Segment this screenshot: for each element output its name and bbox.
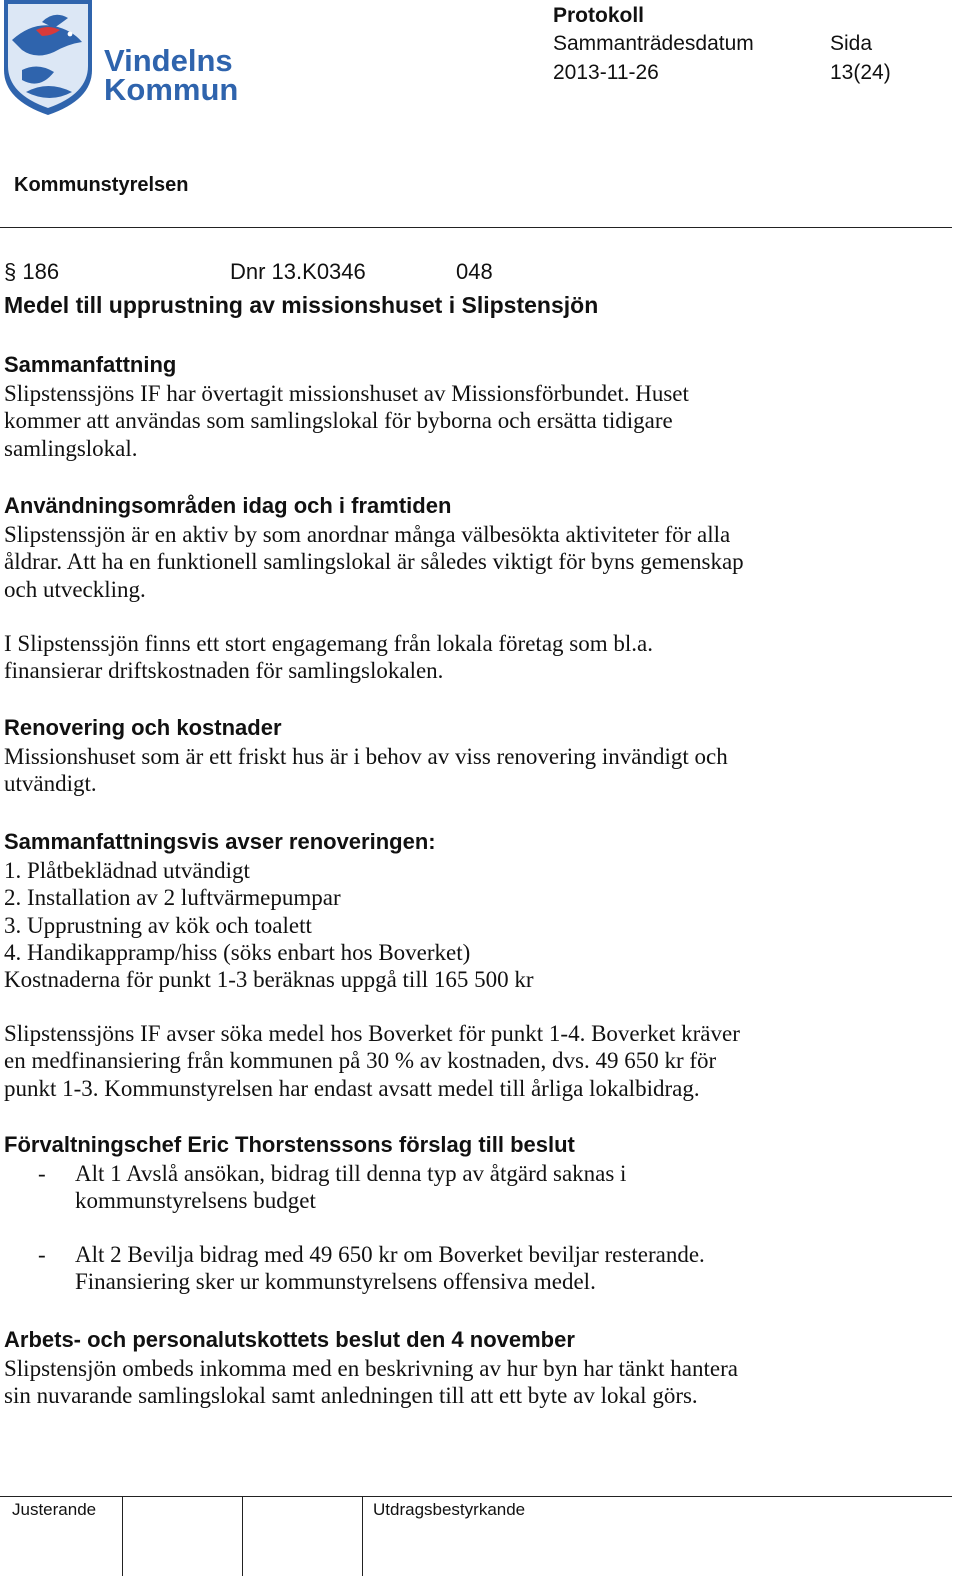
diary-number: Dnr 13.K0346	[230, 259, 366, 284]
footer-cell-divider	[122, 1496, 123, 1576]
alternative-2	[0, 1241, 960, 1301]
case-title: Medel till upprustning av missionshuset i Slipstensjön	[4, 292, 599, 318]
usage-line: och utveckling.	[4, 576, 146, 602]
renovation-line: utvändigt.	[4, 771, 97, 797]
renovation-list-heading: Sammanfattningsvis avser renoveringen:	[4, 829, 436, 854]
decision-text	[4, 1355, 738, 1410]
alternative-line: Alt 1 Avslå ansökan, bidrag till denna typ av åtgärd saknas i	[75, 1161, 627, 1186]
decision-heading: Arbets- och personalutskottets beslut den 4 november	[4, 1327, 575, 1352]
usage-line: åldrar. Att ha en funktionell samlingslokal är således viktigt för byns gemenskap	[4, 549, 744, 575]
coat-of-arms-icon	[2, 0, 94, 116]
alternative-1	[0, 1160, 960, 1220]
document-type: Protokoll	[553, 4, 645, 27]
logo-line-1: Vindelns	[104, 43, 233, 78]
summary-text	[4, 380, 689, 462]
committee-name: Kommunstyrelsen	[14, 174, 189, 196]
usage-text	[4, 521, 744, 603]
renovation-line: Missionshuset som är ett friskt hus är i behov av viss renovering invändigt och	[4, 744, 728, 769]
list-item: 4. Handikappramp/hiss (söks enbart hos Boverket)	[4, 939, 471, 965]
proposal-heading: Förvaltningschef Eric Thorstenssons förslag till beslut	[4, 1132, 575, 1157]
meeting-date-value: 2013-11-26	[553, 61, 659, 84]
decision-line: Slipstensjön ombeds inkomma med en beskrivning av hur byn har tänkt hantera	[4, 1356, 738, 1381]
page-label: Sida	[830, 32, 873, 55]
footer-cell-divider	[362, 1496, 363, 1576]
footer-divider	[0, 1496, 952, 1497]
funding-line: en medfinansiering från kommunen på 30 % av kostnaden, dvs. 49 650 kr för	[4, 1048, 717, 1074]
paragraph-number: § 186	[4, 259, 60, 284]
usage-heading: Användningsområden idag och i framtiden	[4, 493, 452, 518]
alternative-line: Alt 2 Bevilja bidrag med 49 650 kr om Boverket beviljar resterande.	[75, 1242, 705, 1267]
usage-line: I Slipstenssjön finns ett stort engagemang från lokala företag som bl.a.	[4, 631, 653, 656]
usage-text-2	[4, 630, 653, 685]
summary-line: samlingslokal.	[4, 435, 138, 461]
list-item: 3. Upprustning av kök och toalett	[4, 912, 312, 938]
funding-line: punkt 1-3. Kommunstyrelsen har endast avsatt medel till årliga lokalbidrag.	[4, 1075, 700, 1101]
meeting-date-label: Sammanträdesdatum	[553, 32, 754, 55]
summary-line: kommer att användas som samlingslokal för byborna och ersätta tidigare	[4, 408, 673, 434]
cost-summary: Kostnaderna för punkt 1-3 beräknas uppgå till 165 500 kr	[4, 967, 534, 993]
header-divider	[0, 227, 952, 228]
alternative-line: kommunstyrelsens budget	[75, 1188, 316, 1213]
renovation-list	[4, 857, 534, 993]
renovation-text	[4, 743, 728, 798]
logo-line-2: Kommun	[104, 72, 239, 107]
footer-utdrag-label: Utdragsbestyrkande	[373, 1500, 526, 1519]
alternative-line: Finansiering sker ur kommunstyrelsens offensiva medel.	[75, 1269, 596, 1294]
bullet-dash: -	[38, 1161, 46, 1186]
renovation-heading: Renovering och kostnader	[4, 715, 282, 740]
funding-text	[4, 1020, 740, 1102]
page-number: 13(24)	[830, 61, 891, 84]
summary-line: Slipstenssjöns IF har övertagit missionshuset av Missionsförbundet. Huset	[4, 381, 689, 406]
summary-heading: Sammanfattning	[4, 352, 177, 377]
usage-line: finansierar driftskostnaden för samlingslokalen.	[4, 658, 444, 684]
case-code: 048	[456, 259, 493, 284]
footer-justerande-label: Justerande	[12, 1500, 97, 1519]
bullet-dash: -	[38, 1242, 46, 1267]
usage-line: Slipstenssjön är en aktiv by som anordnar många välbesökta aktiviteter för alla	[4, 522, 731, 547]
list-item: 1. Plåtbeklädnad utvändigt	[4, 858, 250, 883]
decision-line: sin nuvarande samlingslokal samt anledningen till att ett byte av lokal görs.	[4, 1383, 698, 1409]
footer-cell-divider	[242, 1496, 243, 1576]
funding-line: Slipstenssjöns IF avser söka medel hos Boverket för punkt 1-4. Boverket kräver	[4, 1021, 740, 1046]
municipality-logo	[0, 0, 250, 118]
list-item: 2. Installation av 2 luftvärmepumpar	[4, 885, 341, 911]
